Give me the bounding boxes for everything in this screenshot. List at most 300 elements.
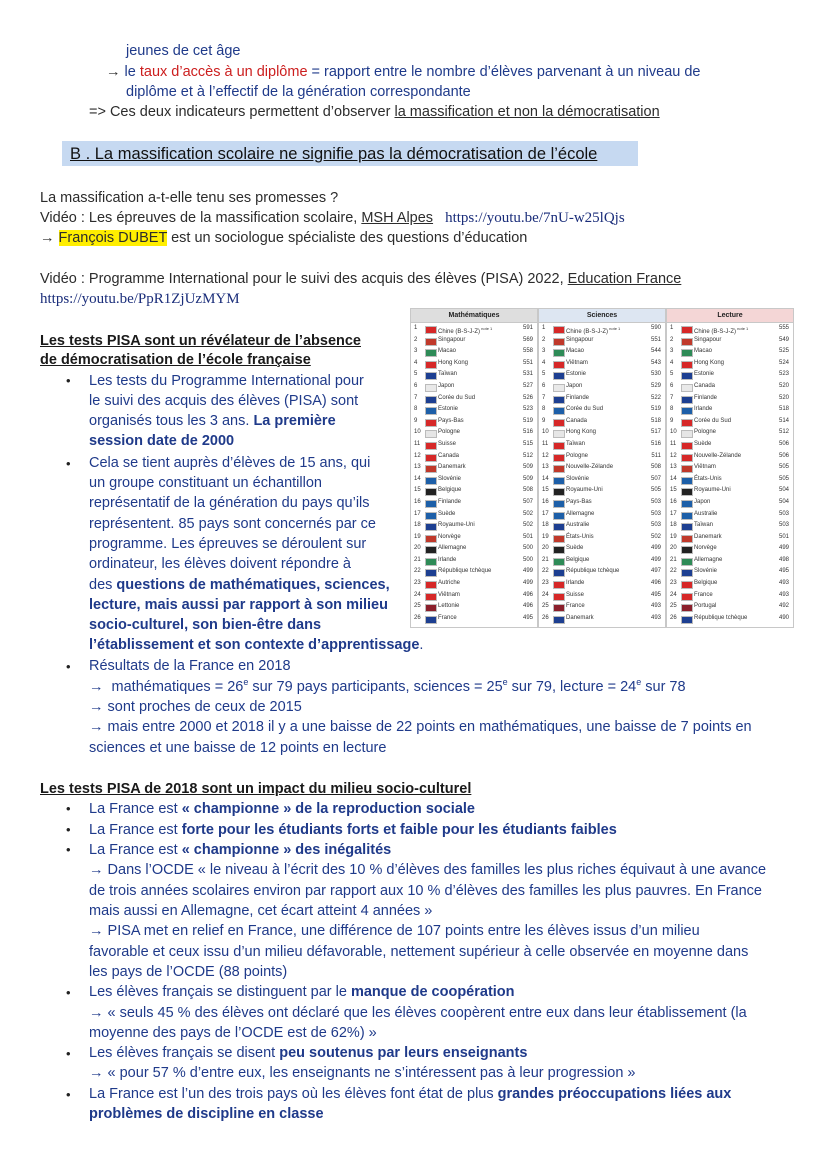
pisa-row — [411, 474, 537, 486]
pisa-row — [667, 369, 793, 381]
pisa-rank: 14 — [670, 475, 677, 482]
pisa-row — [539, 578, 665, 590]
flag-icon — [681, 326, 693, 334]
pisa-score: 499 — [522, 580, 533, 587]
flag-icon — [425, 488, 437, 496]
bullet-icon: • — [66, 842, 71, 857]
video-1-line: Vidéo : Les épreuves de la massification scolaire, MSH Alpes https://youtu.be/7nU-w25lQjs — [40, 210, 625, 226]
intro-line-2: → le taux d’accès à un diplôme = rapport entre le nombre d’élèves parvenant à un niveau de — [106, 64, 701, 80]
flag-icon — [681, 546, 693, 554]
pisa-country: Canada — [566, 417, 588, 424]
pisa-row — [667, 566, 793, 578]
pisa-b2-l10: l’établissement et son contexte d’apprentissage. — [89, 637, 424, 653]
pisa-rank: 8 — [542, 406, 546, 413]
arrow-icon: → — [89, 679, 104, 695]
pisa-row — [539, 335, 665, 347]
flag-icon — [425, 465, 437, 473]
pisa-row — [667, 601, 793, 613]
flag-icon — [681, 430, 693, 438]
pisa-score: 495 — [650, 591, 661, 598]
pisa-rank: 15 — [670, 487, 677, 494]
pisa-rank: 11 — [670, 440, 677, 447]
pisa-score: 492 — [778, 603, 789, 610]
flag-icon — [553, 535, 565, 543]
pisa-score: 502 — [522, 522, 533, 529]
pisa-country: Portugal — [694, 603, 717, 610]
pisa-country: Hong Kong — [566, 429, 597, 436]
pisa-country: France — [438, 614, 457, 621]
pisa-score: 525 — [778, 348, 789, 355]
pisa-country: Canada — [694, 382, 716, 389]
dubet-line: → François DUBET est un sociologue spécialiste des questions d’éducation — [40, 230, 528, 246]
flag-icon — [681, 512, 693, 520]
pisa-country: Suède — [438, 510, 456, 517]
pisa-row — [411, 532, 537, 544]
pisa-score: 555 — [778, 325, 789, 331]
pisa-rank: 17 — [414, 510, 421, 517]
section-title: B . La massification scolaire ne signifie pas la démocratisation de l’école — [70, 145, 598, 163]
pisa-rank: 25 — [670, 603, 677, 610]
intro-line-1: jeunes de cet âge — [126, 43, 241, 59]
pisa-b2-l2: un groupe constituant un échantillon — [89, 475, 322, 491]
pisa-country: Macao — [438, 348, 457, 355]
pisa-country: Hong Kong — [694, 359, 725, 366]
pisa-rank: 26 — [542, 614, 549, 621]
flag-icon — [425, 454, 437, 462]
flag-icon — [681, 488, 693, 496]
flag-icon — [681, 419, 693, 427]
pisa-score: 503 — [650, 522, 661, 529]
pisa-row — [411, 509, 537, 521]
pisa-score: 516 — [650, 440, 661, 447]
pisa-rank: 26 — [670, 614, 677, 621]
arrow-icon: → — [40, 230, 55, 246]
flag-icon — [681, 338, 693, 346]
pisa-country: Nouvelle-Zélande — [694, 452, 742, 459]
pisa-b3: Résultats de la France en 2018 — [89, 658, 291, 674]
pisa-score: 520 — [778, 394, 789, 401]
pisa-country: Taïwan — [566, 440, 586, 447]
pisa-country: Viêtnam — [694, 464, 716, 471]
pisa-b1-l4: session date de 2000 — [89, 433, 235, 449]
flag-icon — [425, 523, 437, 531]
pisa-row — [667, 497, 793, 509]
pisa-row — [411, 393, 537, 405]
pisa-country: Danemark — [438, 464, 466, 471]
pisa-country: Suisse — [566, 591, 585, 598]
pisa-country: Japon — [438, 382, 455, 389]
socio-b3-a2: de trois années scolaires environ par rapport aux 10 % d’élèves des familles les plus pauvres. En France — [89, 883, 762, 899]
pisa-score: 504 — [778, 487, 789, 494]
pisa-score: 517 — [650, 429, 661, 436]
bullet-icon: • — [66, 1087, 71, 1102]
pisa-country: Estonie — [566, 371, 587, 378]
pisa-country: Estonie — [438, 406, 459, 413]
pisa-row — [539, 323, 665, 335]
pisa-country: Allemagne — [566, 510, 595, 517]
pisa-column-title: Lecture — [667, 309, 793, 323]
pisa-country: Viêtnam — [566, 359, 588, 366]
pisa-country: Slovénie — [438, 475, 462, 482]
pisa-country: Corée du Sud — [438, 394, 476, 401]
pisa-country: Slovénie — [566, 475, 590, 482]
pisa-heading-1: Les tests PISA sont un révélateur de l’absence — [40, 333, 361, 349]
pisa-rank: 15 — [542, 487, 549, 494]
flag-icon — [553, 465, 565, 473]
pisa-country: Irlande — [438, 556, 457, 563]
socio-b1: La France est « championne » de la reproduction sociale — [89, 801, 475, 817]
pisa-score: 515 — [522, 440, 533, 447]
flag-icon — [553, 546, 565, 554]
flag-icon — [553, 454, 565, 462]
pisa-rank: 12 — [542, 452, 549, 459]
pisa-score: 519 — [522, 417, 533, 424]
pisa-row — [667, 485, 793, 497]
pisa-country: Japon — [566, 382, 583, 389]
pisa-b1-l3: organisés tous les 3 ans. La première — [89, 413, 336, 429]
pisa-country: Finlande — [566, 394, 590, 401]
pisa-rank: 5 — [670, 371, 674, 378]
pisa-rank: 2 — [542, 336, 546, 343]
pisa-country: Autriche — [438, 580, 461, 587]
pisa-rank: 7 — [542, 394, 546, 401]
pisa-row — [539, 451, 665, 463]
pisa-rank: 22 — [414, 568, 421, 575]
pisa-score: 505 — [778, 475, 789, 482]
pisa-rank: 6 — [542, 382, 546, 389]
pisa-row — [411, 566, 537, 578]
pisa-row — [411, 462, 537, 474]
pisa-country: Norvège — [438, 533, 461, 540]
pisa-column — [538, 308, 666, 628]
pisa-row — [539, 358, 665, 370]
flag-icon — [553, 581, 565, 589]
pisa-row — [539, 601, 665, 613]
flag-icon — [681, 604, 693, 612]
flag-icon — [553, 593, 565, 601]
pisa-row — [411, 335, 537, 347]
pisa-rank: 23 — [414, 580, 421, 587]
pisa-score: 493 — [778, 591, 789, 598]
flag-icon — [553, 396, 565, 404]
pisa-country: États-Unis — [694, 475, 722, 482]
pisa-rank: 16 — [670, 498, 677, 505]
pisa-country: Belgique — [694, 580, 718, 587]
pisa-result-1: → mathématiques = $26^e$ sur 79 pays participants, sciences = $25^e$ sur 79, lecture = $24^e$ sur 78 — [89, 677, 686, 695]
flag-icon — [681, 372, 693, 380]
intro-line-3: diplôme et à l’effectif de la génération correspondante — [126, 84, 471, 100]
pisa-score: 498 — [778, 556, 789, 563]
flag-icon — [425, 546, 437, 554]
pisa-rank: 16 — [414, 498, 421, 505]
pisa-rank: 13 — [414, 464, 421, 471]
socio-b5-a1: → « pour 57 % d’entre eux, les enseignants ne s’intéressent pas à leur progression » — [89, 1065, 636, 1081]
pisa-row — [667, 346, 793, 358]
flag-icon — [553, 407, 565, 415]
pisa-score: 499 — [650, 556, 661, 563]
pisa-score: 503 — [778, 510, 789, 517]
socio-heading: Les tests PISA de 2018 sont un impact du milieu socio-culturel — [40, 781, 472, 797]
pisa-score: 512 — [522, 452, 533, 459]
flag-icon — [681, 477, 693, 485]
pisa-country: Chine (B-S-J-Z) $^{note 1}$ — [694, 326, 749, 335]
pisa-score: 497 — [650, 568, 661, 575]
pisa-score: 496 — [650, 580, 661, 587]
pisa-score: 501 — [778, 533, 789, 540]
pisa-score: 523 — [778, 371, 789, 378]
pisa-row — [411, 439, 537, 451]
pisa-country: France — [566, 603, 585, 610]
pisa-row — [539, 520, 665, 532]
pisa-country: Suède — [566, 545, 584, 552]
pisa-column-title: Mathématiques — [411, 309, 537, 323]
pisa-row — [411, 323, 537, 335]
pisa-b2-l9: socio-culturel, son bien-être dans — [89, 617, 322, 633]
pisa-row — [667, 578, 793, 590]
pisa-row — [539, 509, 665, 521]
pisa-country: Allemagne — [694, 556, 723, 563]
pisa-row — [667, 358, 793, 370]
pisa-country: République tchèque — [438, 568, 492, 575]
pisa-rank: 9 — [414, 417, 418, 424]
bullet-icon: • — [66, 373, 71, 388]
pisa-rank: 24 — [414, 591, 421, 598]
pisa-score: 531 — [522, 371, 533, 378]
pisa-country: Pays-Bas — [566, 498, 592, 505]
socio-b3-b1: → PISA met en relief en France, une différence de 107 points entre les élèves issus d’un milieu — [89, 923, 700, 939]
pisa-score: 503 — [650, 498, 661, 505]
pisa-country: Belgique — [566, 556, 590, 563]
pisa-score: 529 — [650, 382, 661, 389]
pisa-rank: 14 — [414, 475, 421, 482]
pisa-row — [539, 346, 665, 358]
pisa-row — [539, 590, 665, 602]
socio-b4: Les élèves français se distinguent par le manque de coopération — [89, 984, 515, 1000]
pisa-row — [539, 369, 665, 381]
pisa-row — [667, 474, 793, 486]
pisa-rank: 4 — [542, 359, 546, 366]
pisa-row — [667, 451, 793, 463]
pisa-row — [411, 590, 537, 602]
socio-b4-a2: moyenne des pays de l’OCDE est de 62%) » — [89, 1025, 377, 1041]
pisa-score: 496 — [522, 591, 533, 598]
pisa-score: 549 — [778, 336, 789, 343]
flag-icon — [425, 604, 437, 612]
pisa-country: Taïwan — [694, 522, 714, 529]
pisa-row — [539, 497, 665, 509]
pisa-score: 504 — [778, 498, 789, 505]
video-1-link[interactable]: https://youtu.be/7nU-w25lQjs — [445, 210, 625, 226]
pisa-score: 522 — [650, 394, 661, 401]
pisa-result-3b: sciences et une baisse de 12 points en lecture — [89, 740, 387, 756]
pisa-score: 509 — [522, 464, 533, 471]
pisa-country: Australie — [566, 522, 590, 529]
pisa-result-2: → sont proches de ceux de 2015 — [89, 699, 302, 715]
pisa-row — [411, 520, 537, 532]
pisa-country: Norvège — [694, 545, 717, 552]
pisa-row — [667, 439, 793, 451]
pisa-rank: 19 — [670, 533, 677, 540]
pisa-result-3: → mais entre 2000 et 2018 il y a une baisse de 22 points en mathématiques, une baisse de 7 points en — [89, 719, 752, 735]
arrow-icon: → — [89, 699, 104, 715]
pisa-score: 569 — [522, 336, 533, 343]
flag-icon — [553, 442, 565, 450]
pisa-country: Finlande — [438, 498, 462, 505]
pisa-heading-2: de démocratisation de l’école française — [40, 352, 311, 368]
pisa-b1-l1: Les tests du Programme International pour — [89, 373, 364, 389]
pisa-row — [539, 416, 665, 428]
pisa-row — [539, 393, 665, 405]
pisa-row — [539, 474, 665, 486]
pisa-row — [667, 555, 793, 567]
flag-icon — [553, 338, 565, 346]
pisa-row — [667, 520, 793, 532]
pisa-row — [411, 369, 537, 381]
pisa-score: 551 — [522, 359, 533, 366]
flag-icon — [681, 454, 693, 462]
socio-b3-a1: → Dans l’OCDE « le niveau à l’écrit des 10 % d’élèves des familles les plus riches équivaut à une avance — [89, 862, 767, 878]
pisa-score: 516 — [522, 429, 533, 436]
pisa-rank: 3 — [670, 348, 674, 355]
pisa-score: 508 — [650, 464, 661, 471]
pisa-rank: 4 — [414, 359, 418, 366]
flag-icon — [681, 396, 693, 404]
flag-icon — [553, 477, 565, 485]
pisa-country: Danemark — [566, 614, 594, 621]
pisa-row — [411, 613, 537, 625]
pisa-rank: 3 — [414, 348, 418, 355]
flag-icon — [425, 616, 437, 624]
pisa-country: Singapour — [566, 336, 594, 343]
pisa-row — [411, 497, 537, 509]
pisa-country: Viêtnam — [438, 591, 460, 598]
flag-icon — [425, 372, 437, 380]
pisa-country: Nouvelle-Zélande — [566, 464, 614, 471]
pisa-score: 493 — [778, 580, 789, 587]
pisa-rank: 21 — [670, 556, 677, 563]
pisa-column-title: Sciences — [539, 309, 665, 323]
socio-b4-a1: → « seuls 45 % des élèves ont déclaré que les élèves coopèrent entre eux dans leur établissement (la — [89, 1005, 747, 1021]
pisa-country: Pologne — [438, 429, 461, 436]
pisa-row — [539, 543, 665, 555]
pisa-row — [411, 358, 537, 370]
pisa-country: Singapour — [694, 336, 722, 343]
pisa-country: Australie — [694, 510, 718, 517]
pisa-rank: 16 — [542, 498, 549, 505]
pisa-row — [539, 566, 665, 578]
pisa-rank: 10 — [670, 429, 677, 436]
pisa-row — [667, 532, 793, 544]
pisa-row — [667, 590, 793, 602]
arrow-icon: → — [89, 719, 104, 735]
flag-icon — [553, 326, 565, 334]
flag-icon — [425, 558, 437, 566]
pisa-rank: 20 — [542, 545, 549, 552]
pisa-b2-l1: Cela se tient auprès d’élèves de 15 ans, qui — [89, 455, 371, 471]
pisa-rank: 21 — [542, 556, 549, 563]
bullet-icon: • — [66, 456, 71, 471]
pisa-country: Irlande — [694, 406, 713, 413]
pisa-rank: 11 — [542, 440, 549, 447]
pisa-rank: 23 — [542, 580, 549, 587]
pisa-score: 503 — [778, 522, 789, 529]
term-taux-acces: taux d’accès à un diplôme — [139, 64, 308, 80]
pisa-row — [667, 381, 793, 393]
pisa-row — [667, 416, 793, 428]
flag-icon — [553, 569, 565, 577]
socio-b6-l2: problèmes de discipline en classe — [89, 1106, 324, 1122]
pisa-rank: 8 — [414, 406, 418, 413]
pisa-rank: 25 — [414, 603, 421, 610]
bullet-icon: • — [66, 985, 71, 1000]
pisa-score: 499 — [522, 568, 533, 575]
pisa-country: Allemagne — [438, 545, 467, 552]
pisa-country: Canada — [438, 452, 460, 459]
pisa-country: Japon — [694, 498, 711, 505]
flag-icon — [553, 558, 565, 566]
pisa-country: Pologne — [694, 429, 717, 436]
pisa-row — [411, 555, 537, 567]
pisa-rank: 8 — [670, 406, 674, 413]
pisa-score: 508 — [522, 487, 533, 494]
flag-icon — [681, 616, 693, 624]
pisa-score: 499 — [778, 545, 789, 552]
pisa-row — [667, 613, 793, 625]
pisa-rank: 21 — [414, 556, 421, 563]
pisa-country: Royaume-Uni — [566, 487, 603, 494]
pisa-score: 507 — [650, 475, 661, 482]
flag-icon — [681, 535, 693, 543]
pisa-score: 502 — [522, 510, 533, 517]
flag-icon — [553, 361, 565, 369]
flag-icon — [425, 338, 437, 346]
pisa-rank: 7 — [670, 394, 674, 401]
pisa-note: note 1 — [480, 326, 493, 331]
pisa-row — [539, 555, 665, 567]
flag-icon — [681, 349, 693, 357]
pisa-row — [411, 416, 537, 428]
pisa-b2-l4: représentent. 85 pays sont concernés par ce — [89, 516, 376, 532]
pisa-row — [667, 543, 793, 555]
pisa-row — [411, 601, 537, 613]
flag-icon — [681, 361, 693, 369]
video-2-link[interactable]: https://youtu.be/PpR1ZjUzMYM — [40, 291, 240, 307]
flag-icon — [425, 407, 437, 415]
pisa-row — [667, 393, 793, 405]
flag-icon — [681, 581, 693, 589]
pisa-rank: 20 — [414, 545, 421, 552]
pisa-row — [411, 485, 537, 497]
intro-line-4: => Ces deux indicateurs permettent d’observer la massification et non la démocratisation — [89, 104, 660, 120]
pisa-rank: 6 — [414, 382, 418, 389]
flag-icon — [681, 407, 693, 415]
pisa-score: 505 — [778, 464, 789, 471]
pisa-row — [411, 543, 537, 555]
pisa-ranking-table — [410, 308, 792, 628]
pisa-score: 543 — [650, 359, 661, 366]
pisa-score: 591 — [522, 325, 533, 331]
flag-icon — [425, 593, 437, 601]
socio-b3-a3: mais aussi en Allemagne, cet écart atteint 4 années » — [89, 903, 433, 919]
pisa-rank: 15 — [414, 487, 421, 494]
pisa-row — [667, 335, 793, 347]
pisa-row — [539, 485, 665, 497]
socio-b3-b3: les pays de l’OCDE (88 points) — [89, 964, 288, 980]
arrow-icon: → — [106, 64, 121, 80]
pisa-score: 501 — [522, 533, 533, 540]
massif-question: La massification a-t-elle tenu ses promesses ? — [40, 190, 339, 206]
pisa-row — [667, 323, 793, 335]
